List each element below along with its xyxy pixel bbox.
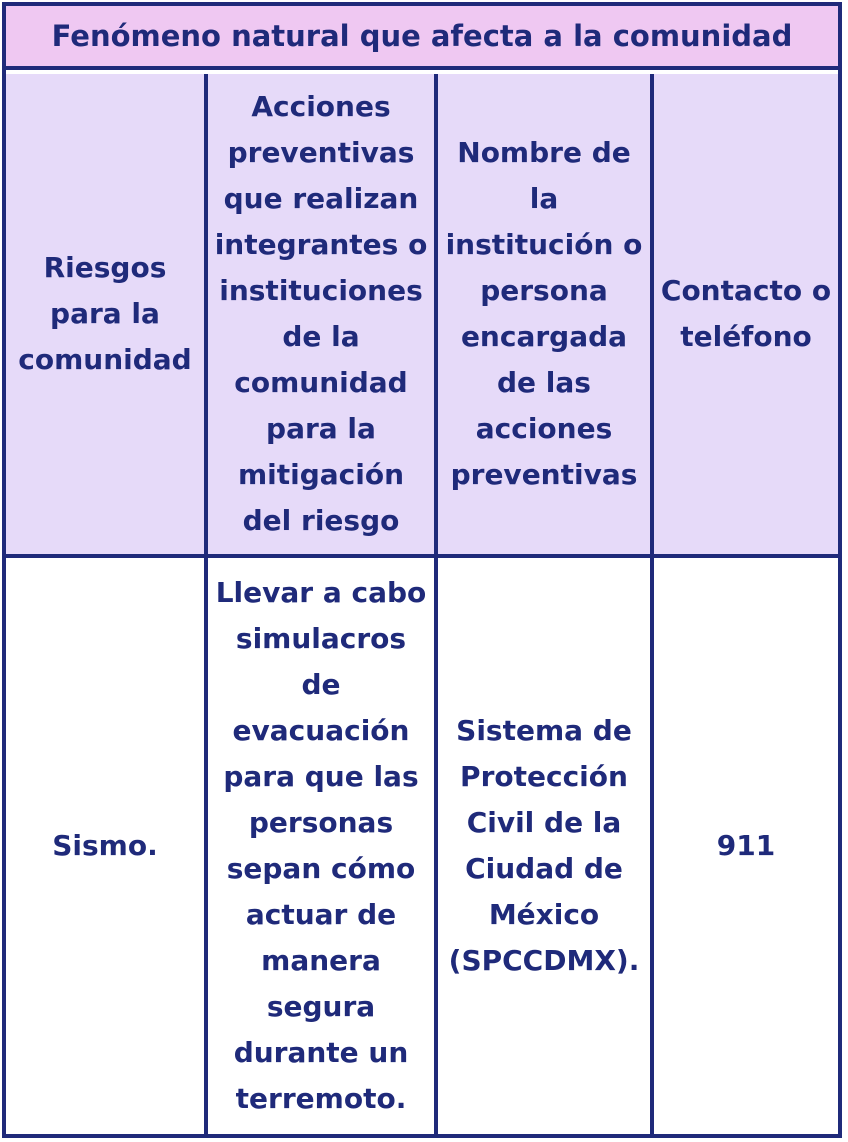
header-actions: Acciones preventivas que realizan integrantes o instituciones de la comunidad para la mitigación del riesgo [208, 74, 434, 554]
table-title: Fenómeno natural que afecta a la comunidad [6, 6, 838, 70]
header-institution: Nombre de la institución o persona encargada de las acciones preventivas [438, 74, 650, 554]
column-divider [434, 74, 438, 1134]
cell-action: Llevar a cabo simulacros de evacuación para que las personas sepan cómo actuar de manera segura durante un terremoto. [208, 558, 434, 1134]
header-risks: Riesgos para la comunidad [6, 74, 204, 554]
cell-risk: Sismo. [6, 558, 204, 1134]
header-contact: Contacto o teléfono [654, 74, 838, 554]
column-divider [204, 74, 208, 1134]
cell-contact: 911 [654, 558, 838, 1134]
column-divider [650, 74, 654, 1134]
risk-table [2, 2, 842, 1138]
cell-institution: Sistema de Protección Civil de la Ciudad de México (SPCCDMX). [438, 558, 650, 1134]
